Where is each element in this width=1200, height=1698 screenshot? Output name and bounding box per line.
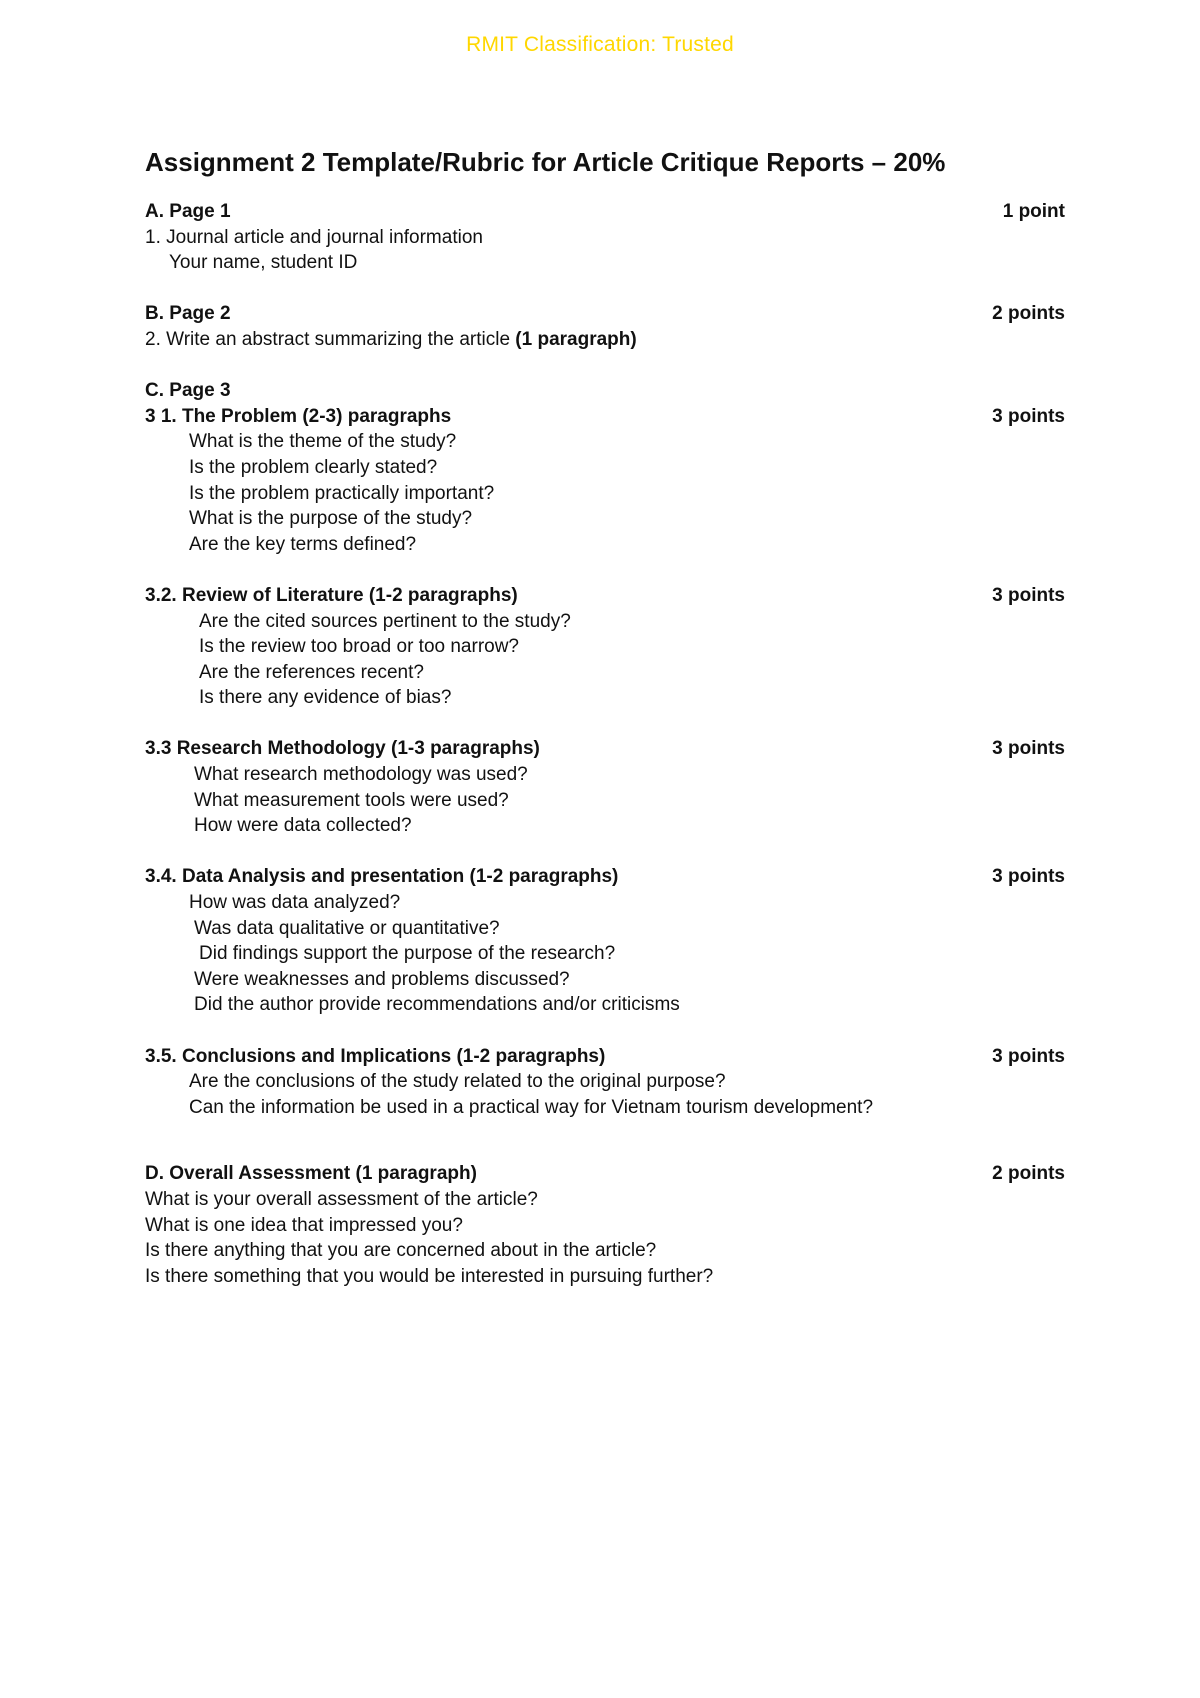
section-a-heading-row bbox=[145, 199, 1065, 225]
conclusions-heading-row bbox=[145, 1044, 1065, 1070]
section-b-line-emphasis: (1 paragraph) bbox=[515, 328, 637, 350]
section-c-heading: C. Page 3 bbox=[145, 380, 231, 402]
problem-question: Are the key terms defined? bbox=[189, 533, 417, 555]
section-a-line-2: Your name, student ID bbox=[169, 252, 358, 274]
section-b-heading-row bbox=[145, 301, 1065, 327]
literature-question: Are the cited sources pertinent to the study? bbox=[199, 610, 571, 632]
methodology-heading-row bbox=[145, 736, 1065, 762]
methodology-heading: 3.3 Research Methodology (1-3 paragraphs) bbox=[145, 738, 540, 760]
methodology-question: What research methodology was used? bbox=[194, 764, 528, 786]
methodology-points: 3 points bbox=[992, 738, 1065, 760]
section-d-question: What is one idea that impressed you? bbox=[145, 1214, 463, 1236]
section-b-points: 2 points bbox=[992, 303, 1065, 325]
section-d-heading-row bbox=[145, 1161, 1065, 1187]
section-d-question: What is your overall assessment of the article? bbox=[145, 1188, 538, 1210]
classification-label: RMIT Classification: Trusted bbox=[466, 33, 734, 56]
section-a-points: 1 point bbox=[1002, 201, 1065, 222]
problem-question: What is the theme of the study? bbox=[189, 431, 457, 453]
conclusions-points: 3 points bbox=[992, 1045, 1065, 1067]
problem-points: 3 points bbox=[992, 405, 1065, 427]
section-b-heading: B. Page 2 bbox=[145, 303, 231, 325]
literature-heading-row bbox=[145, 583, 1065, 609]
problem-heading-row bbox=[145, 404, 1065, 430]
analysis-question: Did the author provide recommendations and/or criticisms bbox=[194, 994, 680, 1016]
analysis-heading: 3.4. Data Analysis and presentation (1-2 paragraphs) bbox=[145, 866, 619, 888]
problem-question: What is the purpose of the study? bbox=[189, 508, 473, 530]
analysis-question: How was data analyzed? bbox=[189, 892, 401, 914]
analysis-question: Was data qualitative or quantitative? bbox=[194, 917, 500, 939]
conclusions-heading: 3.5. Conclusions and Implications (1-2 paragraphs) bbox=[145, 1045, 606, 1067]
document-title: Assignment 2 Template/Rubric for Article Critique Reports – 20% bbox=[145, 147, 946, 177]
problem-question: Is the problem practically important? bbox=[189, 482, 495, 504]
section-a-heading: A. Page 1 bbox=[145, 201, 231, 222]
section-d-heading: D. Overall Assessment (1 paragraph) bbox=[145, 1163, 477, 1185]
section-b-line-text: 2. Write an abstract summarizing the article bbox=[145, 328, 516, 350]
conclusions-question: Are the conclusions of the study related to the original purpose? bbox=[189, 1071, 726, 1093]
methodology-question: What measurement tools were used? bbox=[194, 789, 509, 811]
section-a-line-1: 1. Journal article and journal information bbox=[145, 226, 483, 248]
problem-question: Is the problem clearly stated? bbox=[189, 456, 438, 478]
analysis-points: 3 points bbox=[992, 866, 1065, 888]
section-d-points: 2 points bbox=[992, 1163, 1065, 1185]
literature-heading: 3.2. Review of Literature (1-2 paragraphs) bbox=[145, 584, 518, 606]
literature-points: 3 points bbox=[992, 584, 1065, 606]
document-body bbox=[145, 144, 1065, 1289]
literature-question: Is the review too broad or too narrow? bbox=[199, 636, 520, 658]
analysis-question: Were weaknesses and problems discussed? bbox=[194, 968, 570, 990]
literature-question: Is there any evidence of bias? bbox=[199, 687, 452, 709]
literature-question: Are the references recent? bbox=[199, 661, 424, 683]
methodology-question: How were data collected? bbox=[194, 815, 412, 837]
analysis-question: Did findings support the purpose of the research? bbox=[199, 943, 616, 965]
section-d-question: Is there anything that you are concerned about in the article? bbox=[145, 1240, 657, 1262]
problem-heading: 3 1. The Problem (2-3) paragraphs bbox=[145, 405, 452, 427]
analysis-heading-row bbox=[145, 864, 1065, 890]
section-b-line-1 bbox=[145, 327, 1065, 353]
section-d-question: Is there something that you would be interested in pursuing further? bbox=[145, 1265, 714, 1287]
conclusions-question: Can the information be used in a practical way for Vietnam tourism development? bbox=[189, 1096, 874, 1118]
